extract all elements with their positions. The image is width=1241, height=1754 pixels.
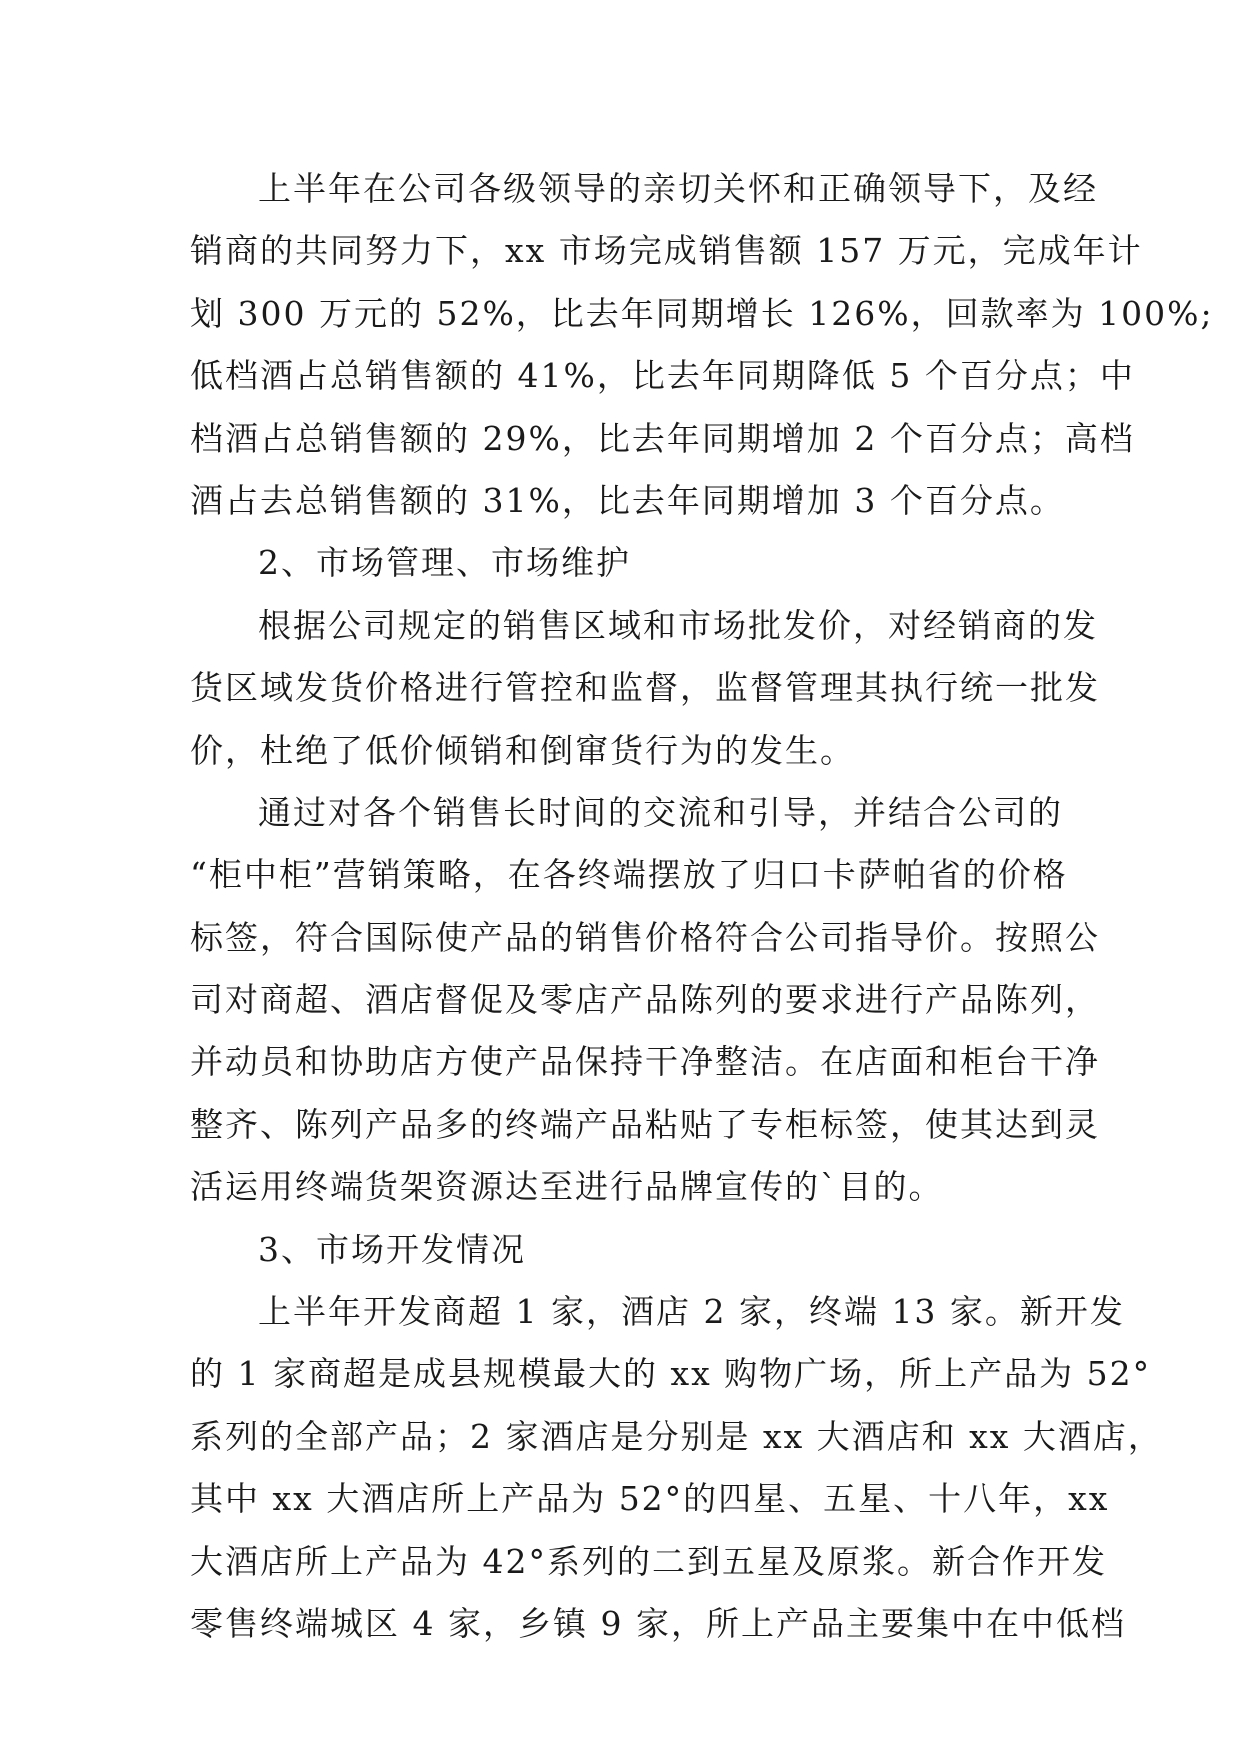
text-line-20: 的 1 家商超是成县规模最大的 xx 购物广场，所上产品为 52° [190,1354,1152,1394]
text-line-1: 上半年在公司各级领导的亲切关怀和正确领导下，及经 [258,169,1098,208]
text-line-5: 档酒占总销售额的 29%，比去年同期增加 2 个百分点；高档 [190,418,1135,458]
text-line-23: 大酒店所上产品为 42°系列的二到五星及原浆。新合作开发 [190,1541,1107,1581]
text-line-15: 并动员和协助店方使产品保持干净整洁。在店面和柜台干净 [190,1042,1100,1082]
text-line-6: 酒占去总销售额的 31%，比去年同期增加 3 个百分点。 [190,480,1065,520]
text-line-8: 根据公司规定的销售区域和市场批发价，对经销商的发 [258,605,1098,645]
text-line-22: 其中 xx 大酒店所上产品为 52°的四星、五星、十八年，xx [190,1479,1110,1519]
text-line-21: 系列的全部产品；2 家酒店是分别是 xx 大酒店和 xx 大酒店， [190,1416,1163,1456]
text-line-9: 货区域发货价格进行管控和监督，监督管理其执行统一批发 [190,668,1100,708]
text-line-11: 通过对各个销售长时间的交流和引导，并结合公司的 [258,792,1063,832]
text-line-24: 零售终端城区 4 家，乡镇 9 家，所上产品主要集中在中低档 [190,1603,1126,1643]
text-line-13: 标签，符合国际使产品的销售价格符合公司指导价。按照公 [190,917,1100,957]
text-line-10: 价，杜绝了低价倾销和倒窜货行为的发生。 [190,730,855,770]
text-line-4: 低档酒占总销售额的 41%，比去年同期降低 5 个百分点；中 [190,356,1135,396]
text-line-16: 整齐、陈列产品多的终端产品粘贴了专柜标签，使其达到灵 [190,1104,1100,1144]
document-body [190,158,1214,1655]
text-line-14: 司对商超、酒店督促及零店产品陈列的要求进行产品陈列， [190,980,1100,1020]
text-line-19: 上半年开发商超 1 家，酒店 2 家，终端 13 家。新开发 [258,1292,1125,1332]
section-heading-3: 3、市场开发情况 [258,1229,526,1269]
text-line-17: 活运用终端货架资源达至进行品牌宣传的`目的。 [190,1167,944,1207]
section-heading-2: 2、市场管理、市场维护 [258,543,631,583]
text-line-12: “柜中柜”营销策略，在各终端摆放了归口卡萨帕省的价格 [190,855,1068,895]
text-line-2: 销商的共同努力下，xx 市场完成销售额 157 万元，完成年计 [190,231,1143,271]
text-line-3: 划 300 万元的 52%，比去年同期增长 126%，回款率为 100%; [190,293,1214,333]
